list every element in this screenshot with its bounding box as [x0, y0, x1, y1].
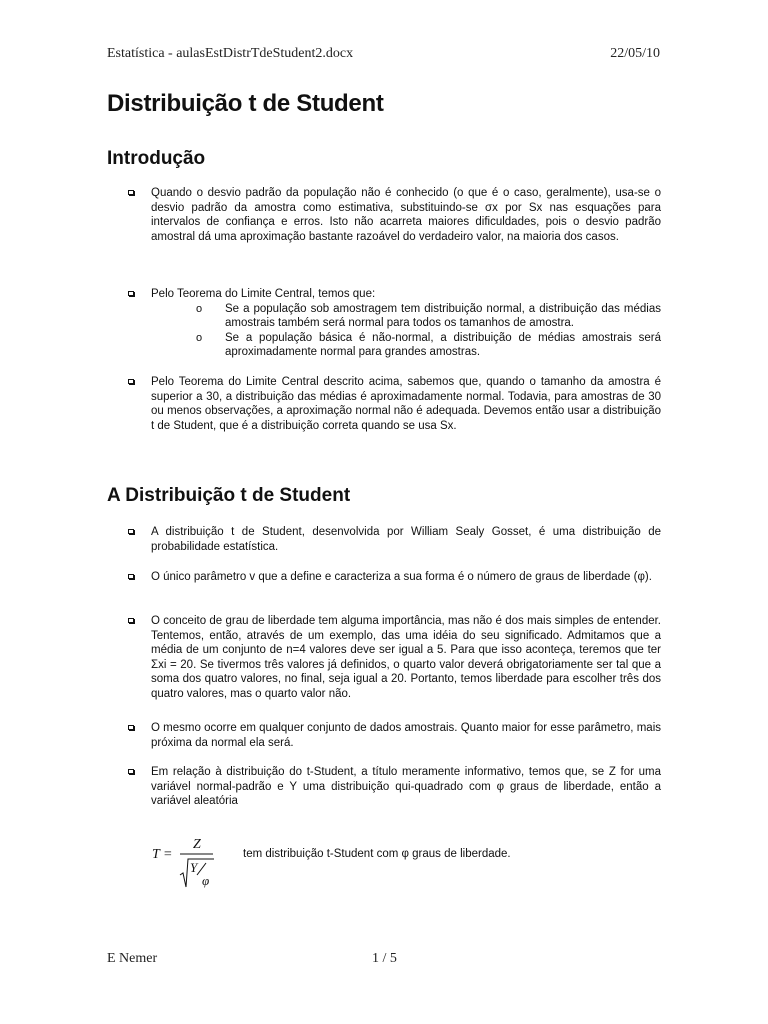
bullet-text: O único parâmetro v que a define e caracteriza a sua forma é o número de graus de liberdade (φ).	[151, 571, 652, 583]
page-header	[107, 46, 660, 62]
list-item	[128, 287, 661, 360]
square-bullet-icon	[128, 618, 134, 623]
list-item	[128, 721, 661, 750]
sub-list-item	[196, 302, 661, 331]
page-number: 1 / 5	[372, 951, 397, 966]
formula-inner-denominator: φ	[202, 873, 210, 888]
list-item	[128, 614, 661, 701]
section-heading-distribution: A Distribuição t de Student	[107, 485, 351, 506]
page-title: Distribuição t de Student	[107, 90, 384, 117]
bullet-text: Pelo Teorema do Limite Central descrito acima, sabemos que, quando o tamanho da amostra é superior a 30, a distribuição das médias é aproximadamente normal. Todavia, para amostras de 30 ou menos observações, a aproximação normal não é adequada. Devemos então usar a distribuição t de Student, que é a distribuição correta quando se usa Sx.	[151, 376, 661, 432]
formula-inner-numerator: Y	[190, 860, 198, 875]
bullet-text: A distribuição t de Student, desenvolvida por William Sealy Gosset, é uma distribuição de probabilidade estatística.	[151, 526, 661, 553]
bullet-text: Em relação à distribuição do t-Student, a título meramente informativo, temos que, se Z for uma variável normal-padrão e Y uma distribuição qui-quadrado com φ graus de liberdade, então a variável aleatória	[151, 766, 661, 807]
square-bullet-icon	[128, 574, 134, 579]
square-bullet-icon	[128, 725, 134, 730]
bullet-text: O mesmo ocorre em qualquer conjunto de dados amostrais. Quanto maior for esse parâmetro, mais próxima da normal ela será.	[151, 722, 661, 749]
square-bullet-icon	[128, 379, 134, 384]
circle-bullet-icon: o	[196, 302, 203, 315]
circle-bullet-icon: o	[196, 331, 203, 344]
sub-bullet-text: Se a população sob amostragem tem distribuição normal, a distribuição das médias amostrais também será normal para todos os tamanhos de amostra.	[225, 302, 661, 329]
page-footer	[107, 951, 660, 967]
bullet-text: Pelo Teorema do Limite Central, temos que:	[151, 288, 376, 300]
list-item	[128, 525, 661, 554]
square-bullet-icon	[128, 190, 134, 195]
list-item	[128, 570, 661, 585]
header-filename: Estatística - aulasEstDistrTdeStudent2.docx	[107, 46, 354, 61]
sub-bullet-text: Se a população básica é não-normal, a distribuição de médias amostrais será aproximadamente normal para grandes amostras.	[225, 331, 661, 358]
formula-lhs: T =	[152, 847, 173, 862]
section-heading-intro: Introdução	[107, 148, 206, 169]
list-item	[128, 765, 661, 809]
sub-list-item	[196, 331, 661, 360]
square-bullet-icon	[128, 291, 134, 296]
bullet-text: O conceito de grau de liberdade tem alguma importância, mas não é dos mais simples de entender. Tentemos, então, através de um exemplo, das uma idéia do seu significado. Admitamos que a média de um conjunto de n=4 valores deve ser igual a 5. Para que isso aconteça, teremos que ter Σxi = 20. Se tivermos três valores já definidos, o quarto valor deverá obrigatoriamente ser tal que a soma dos quatro valores, no final, seja igual a 20. Portanto, temos liberdade para escolher três dos quatro valores, mas o quarto valor não.	[151, 615, 661, 700]
square-bullet-icon	[128, 769, 134, 774]
header-date: 22/05/10	[610, 46, 660, 61]
bullet-text: Quando o desvio padrão da população não é conhecido (o que é o caso, geralmente), usa-se o desvio padrão da amostra como estimativa, substituindo-se σx por Sx nas esquações para intervalos de confiança e erros. Isto não acarreta maiores dificuldades, pois o desvio padrão amostral dá uma aproximação bastante razoável do verdadeiro valor, na maioria dos casos.	[151, 187, 661, 243]
list-item	[128, 186, 661, 244]
list-item	[128, 375, 661, 433]
formula-caption: tem distribuição t-Student com φ graus de liberdade.	[243, 848, 511, 860]
square-bullet-icon	[128, 529, 134, 534]
footer-author: E Nemer	[107, 951, 158, 966]
formula-numerator: Z	[193, 837, 201, 852]
t-statistic-formula	[150, 835, 230, 895]
